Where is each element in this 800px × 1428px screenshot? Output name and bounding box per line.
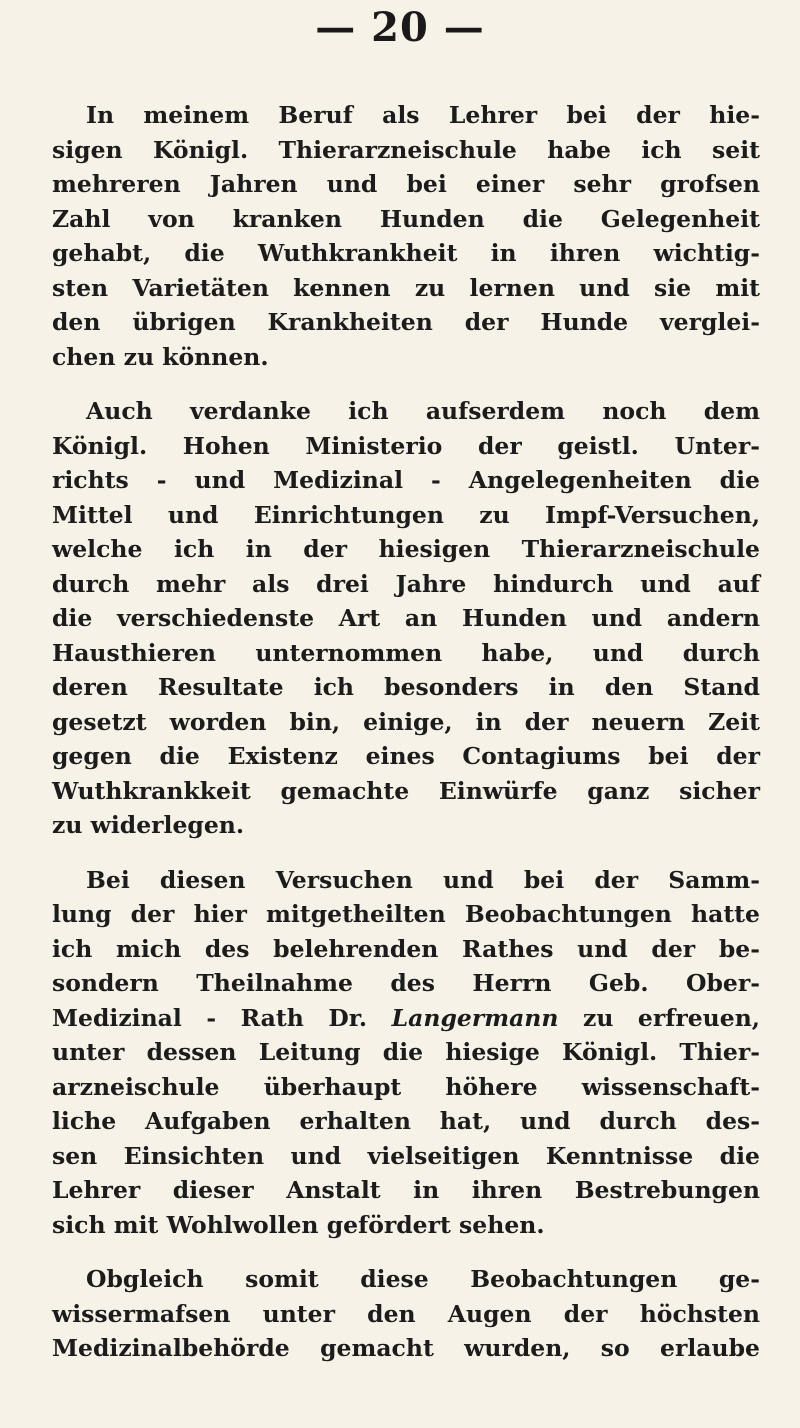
text-line: deren Resultate ich besonders in den Stand <box>52 673 760 701</box>
text-line: sigen Königl. Thierarzneischule habe ich seit <box>52 135 760 164</box>
text-line: richts - und Medizinal - Angelegenheiten die <box>52 466 760 494</box>
text-line-with-name <box>52 1001 760 1036</box>
person-name: Langermann <box>391 1003 559 1032</box>
text-line: liche Aufgaben erhalten hat, und durch des- <box>52 1107 760 1135</box>
text-line: Bei diesen Versuchen und bei der Samm- <box>86 865 760 894</box>
text-line: unter dessen Leitung die hiesige Königl. Thier- <box>52 1038 760 1066</box>
text-line: sich mit Wohlwollen gefördert sehen. <box>52 1210 545 1239</box>
text-line: sen Einsichten und vielseitigen Kenntnisse die <box>52 1141 760 1170</box>
text-fragment: Medizinal - Rath Dr. <box>52 1003 368 1032</box>
text-line: arzneischule überhaupt höhere wissenschaft- <box>52 1072 760 1101</box>
paragraph-3 <box>52 863 760 1243</box>
text-line: In meinem Beruf als Lehrer bei der hie- <box>86 101 760 129</box>
text-line: Königl. Hohen Ministerio der geistl. Unter- <box>52 431 760 460</box>
text-line: Medizinalbehörde gemacht wurden, so erlaube <box>52 1334 760 1362</box>
text-line: gehabt, die Wuthkrankheit in ihren wichtig- <box>52 239 760 267</box>
text-line: Zahl von kranken Hunden die Gelegenheit <box>52 204 760 233</box>
text-line: den übrigen Krankheiten der Hunde verglei- <box>52 308 760 336</box>
text-line: gegen die Existenz eines Contagiums bei der <box>52 742 760 770</box>
text-line: Auch verdanke ich aufserdem noch dem <box>86 397 760 425</box>
text-line: chen zu können. <box>52 342 269 371</box>
text-line: Lehrer dieser Anstalt in ihren Bestrebungen <box>52 1176 760 1204</box>
text-fragment: zu erfreuen, <box>582 1003 760 1032</box>
text-line: Hausthieren unternommen habe, und durch <box>52 638 760 667</box>
paragraph-2 <box>52 394 760 843</box>
text-line: Mittel und Einrichtungen zu Impf-Versuchen, <box>52 500 760 529</box>
text-line: sondern Theilnahme des Herrn Geb. Ober- <box>52 969 760 997</box>
text-line: durch mehr als drei Jahre hindurch und auf <box>52 569 760 598</box>
text-line: lung der hier mitgetheilten Beobachtungen hatte <box>52 900 760 928</box>
text-line: Obgleich somit diese Beobachtungen ge- <box>86 1265 760 1293</box>
text-line: Wuthkrankkeit gemachte Einwürfe ganz sicher <box>52 776 760 805</box>
text-line: sten Varietäten kennen zu lernen und sie mit <box>52 273 760 302</box>
page-number: — 20 — <box>315 4 485 51</box>
paragraph-1 <box>52 98 760 374</box>
text-line: die verschiedenste Art an Hunden und andern <box>52 604 760 632</box>
paragraph-4 <box>52 1262 760 1366</box>
text-line: wissermafsen unter den Augen der höchsten <box>52 1299 760 1328</box>
text-line: mehreren Jahren und bei einer sehr grofsen <box>52 170 760 198</box>
text-line: zu widerlegen. <box>52 811 245 839</box>
body-text <box>52 98 760 1366</box>
text-line: welche ich in der hiesigen Thierarzneischule <box>52 535 760 563</box>
text-line: ich mich des belehrenden Rathes und der be- <box>52 934 760 963</box>
text-line: gesetzt worden bin, einige, in der neuern Zeit <box>52 707 760 736</box>
